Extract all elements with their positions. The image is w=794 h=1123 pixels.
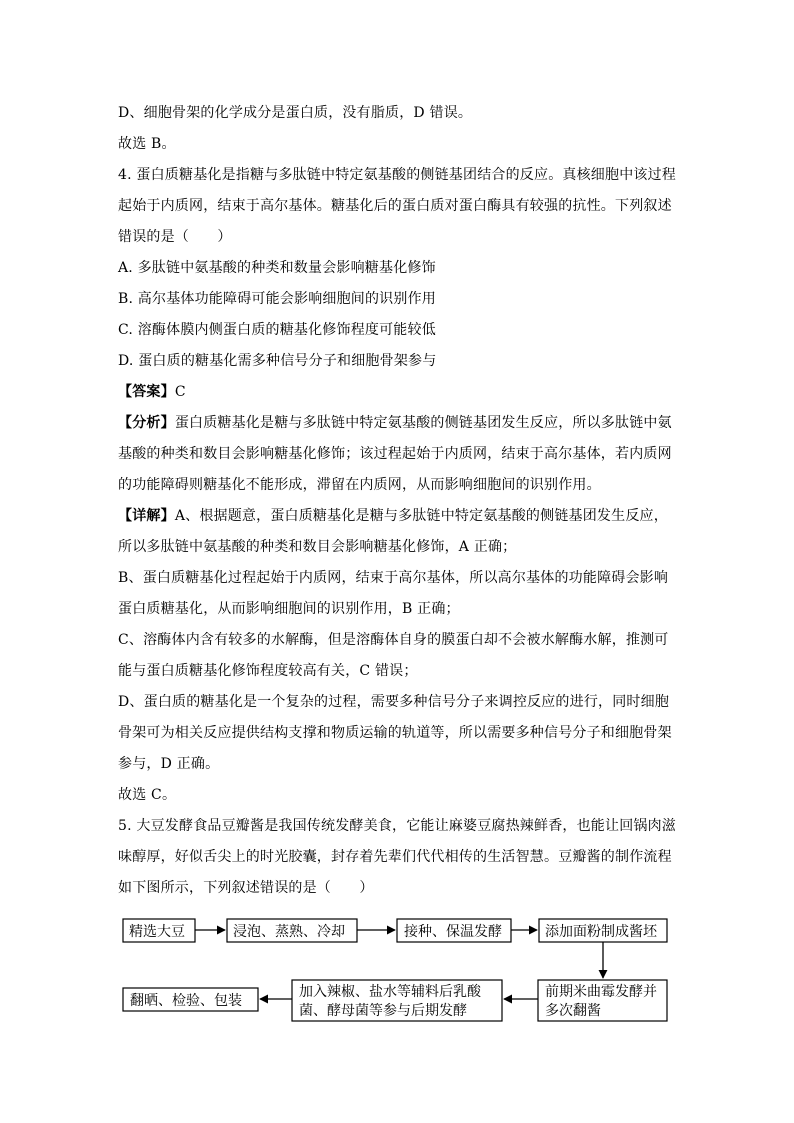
q4-detail-line-3: B、蛋白质糖基化过程起始于内质网，结束于高尔基体，所以高尔基体的功能障碍会影响	[118, 570, 669, 586]
flow-label-select-soybeans: 精选大豆	[129, 924, 185, 940]
flow-label-inoculate-ferment: 接种、保温发酵	[404, 924, 502, 940]
flow-label-early-fermentation-2: 多次翻酱	[545, 1003, 601, 1019]
flow-label-early-fermentation-1: 前期米曲霉发酵并	[545, 984, 657, 1000]
flow-label-late-fermentation-2: 菌、酵母菌等参与后期发酵	[299, 1003, 467, 1019]
answer-label: 【答案】	[118, 384, 175, 400]
q4-option-c: C. 溶酶体膜内侧蛋白质的糖基化修饰程度可能较低	[118, 322, 436, 338]
flow-label-dry-inspect-pack: 翻晒、检验、包装	[130, 993, 242, 1009]
flow-label-late-fermentation-1: 加入辣椒、盐水等辅料后乳酸	[299, 984, 481, 1000]
q5-stem-line-3: 如下图所示，下列叙述错误的是（ ）	[118, 880, 374, 896]
q4-stem-line-2: 起始于内质网，结束于高尔基体。糖基化后的蛋白质对蛋白酶具有较强的抗性。下列叙述	[118, 198, 672, 214]
analysis-text-1: 蛋白质糖基化是糖与多肽链中特定氨基酸的侧链基团发生反应，所以多肽链中氨	[174, 415, 672, 431]
q4-detail-line-7: D、蛋白质的糖基化是一个复杂的过程，需要多种信号分子来调控反应的进行，同时细胞	[118, 694, 670, 710]
prev-option-d-analysis: D、细胞骨架的化学成分是蛋白质，没有脂质，D 错误。	[118, 105, 473, 121]
detail-text-1: A、根据题意，蛋白质糖基化是糖与多肽链中特定氨基酸的侧链基团发生反应，	[174, 508, 668, 524]
q4-option-a: A. 多肽链中氨基酸的种类和数量会影响糖基化修饰	[118, 260, 436, 276]
answer-value: C	[174, 384, 186, 400]
flow-label-add-flour: 添加面粉制成酱坯	[545, 924, 657, 940]
analysis-label: 【分析】	[118, 415, 175, 431]
prev-choice: 故选 B。	[118, 136, 176, 152]
q4-analysis-line-3: 的功能障碍则糖基化不能形成，滞留在内质网，从而影响细胞间的识别作用。	[118, 477, 601, 493]
q5-stem-line-1: 5. 大豆发酵食品豆瓣酱是我国传统发酵美食，它能让麻婆豆腐热辣鲜香，也能让回锅肉滋	[118, 818, 677, 834]
q4-choice: 故选 C。	[118, 787, 177, 803]
q5-stem-line-2: 味醇厚，好似舌尖上的时光胶囊，封存着先辈们代代相传的生活智慧。豆瓣酱的制作流程	[118, 849, 672, 865]
q4-stem-line-3: 错误的是（ ）	[118, 229, 232, 245]
flow-label-soak-steam-cool: 浸泡、蒸熟、冷却	[233, 924, 345, 940]
q4-detail-line-9: 参与，D 正确。	[118, 756, 220, 772]
q4-option-d: D. 蛋白质的糖基化需多种信号分子和细胞骨架参与	[118, 353, 437, 369]
q4-detail-line-2: 所以多肽链中氨基酸的种类和数目会影响糖基化修饰，A 正确；	[118, 539, 517, 555]
q4-option-b: B. 高尔基体功能障碍可能会影响细胞间的识别作用	[118, 291, 436, 307]
detail-label: 【详解】	[118, 508, 175, 524]
q4-detail-line-8: 骨架可为相关反应提供结构支撑和物质运输的轨道等，所以需要多种信号分子和细胞骨架	[118, 725, 672, 741]
q4-detail-line-4: 蛋白质糖基化，从而影响细胞间的识别作用，B 正确；	[118, 601, 460, 617]
q4-stem-line-1: 4. 蛋白质糖基化是指糖与多肽链中特定氨基酸的侧链基团结合的反应。真核细胞中该过程	[118, 167, 677, 183]
q4-detail-line-5: C、溶酶体内含有较多的水解酶，但是溶酶体自身的膜蛋白却不会被水解酶水解，推测可	[118, 632, 669, 648]
q4-analysis-line-2: 基酸的种类和数目会影响糖基化修饰；该过程起始于内质网，结束于高尔基体，若内质网	[118, 446, 672, 462]
q4-detail-line-6: 能与蛋白质糖基化修饰程度较高有关，C 错误；	[118, 663, 418, 679]
